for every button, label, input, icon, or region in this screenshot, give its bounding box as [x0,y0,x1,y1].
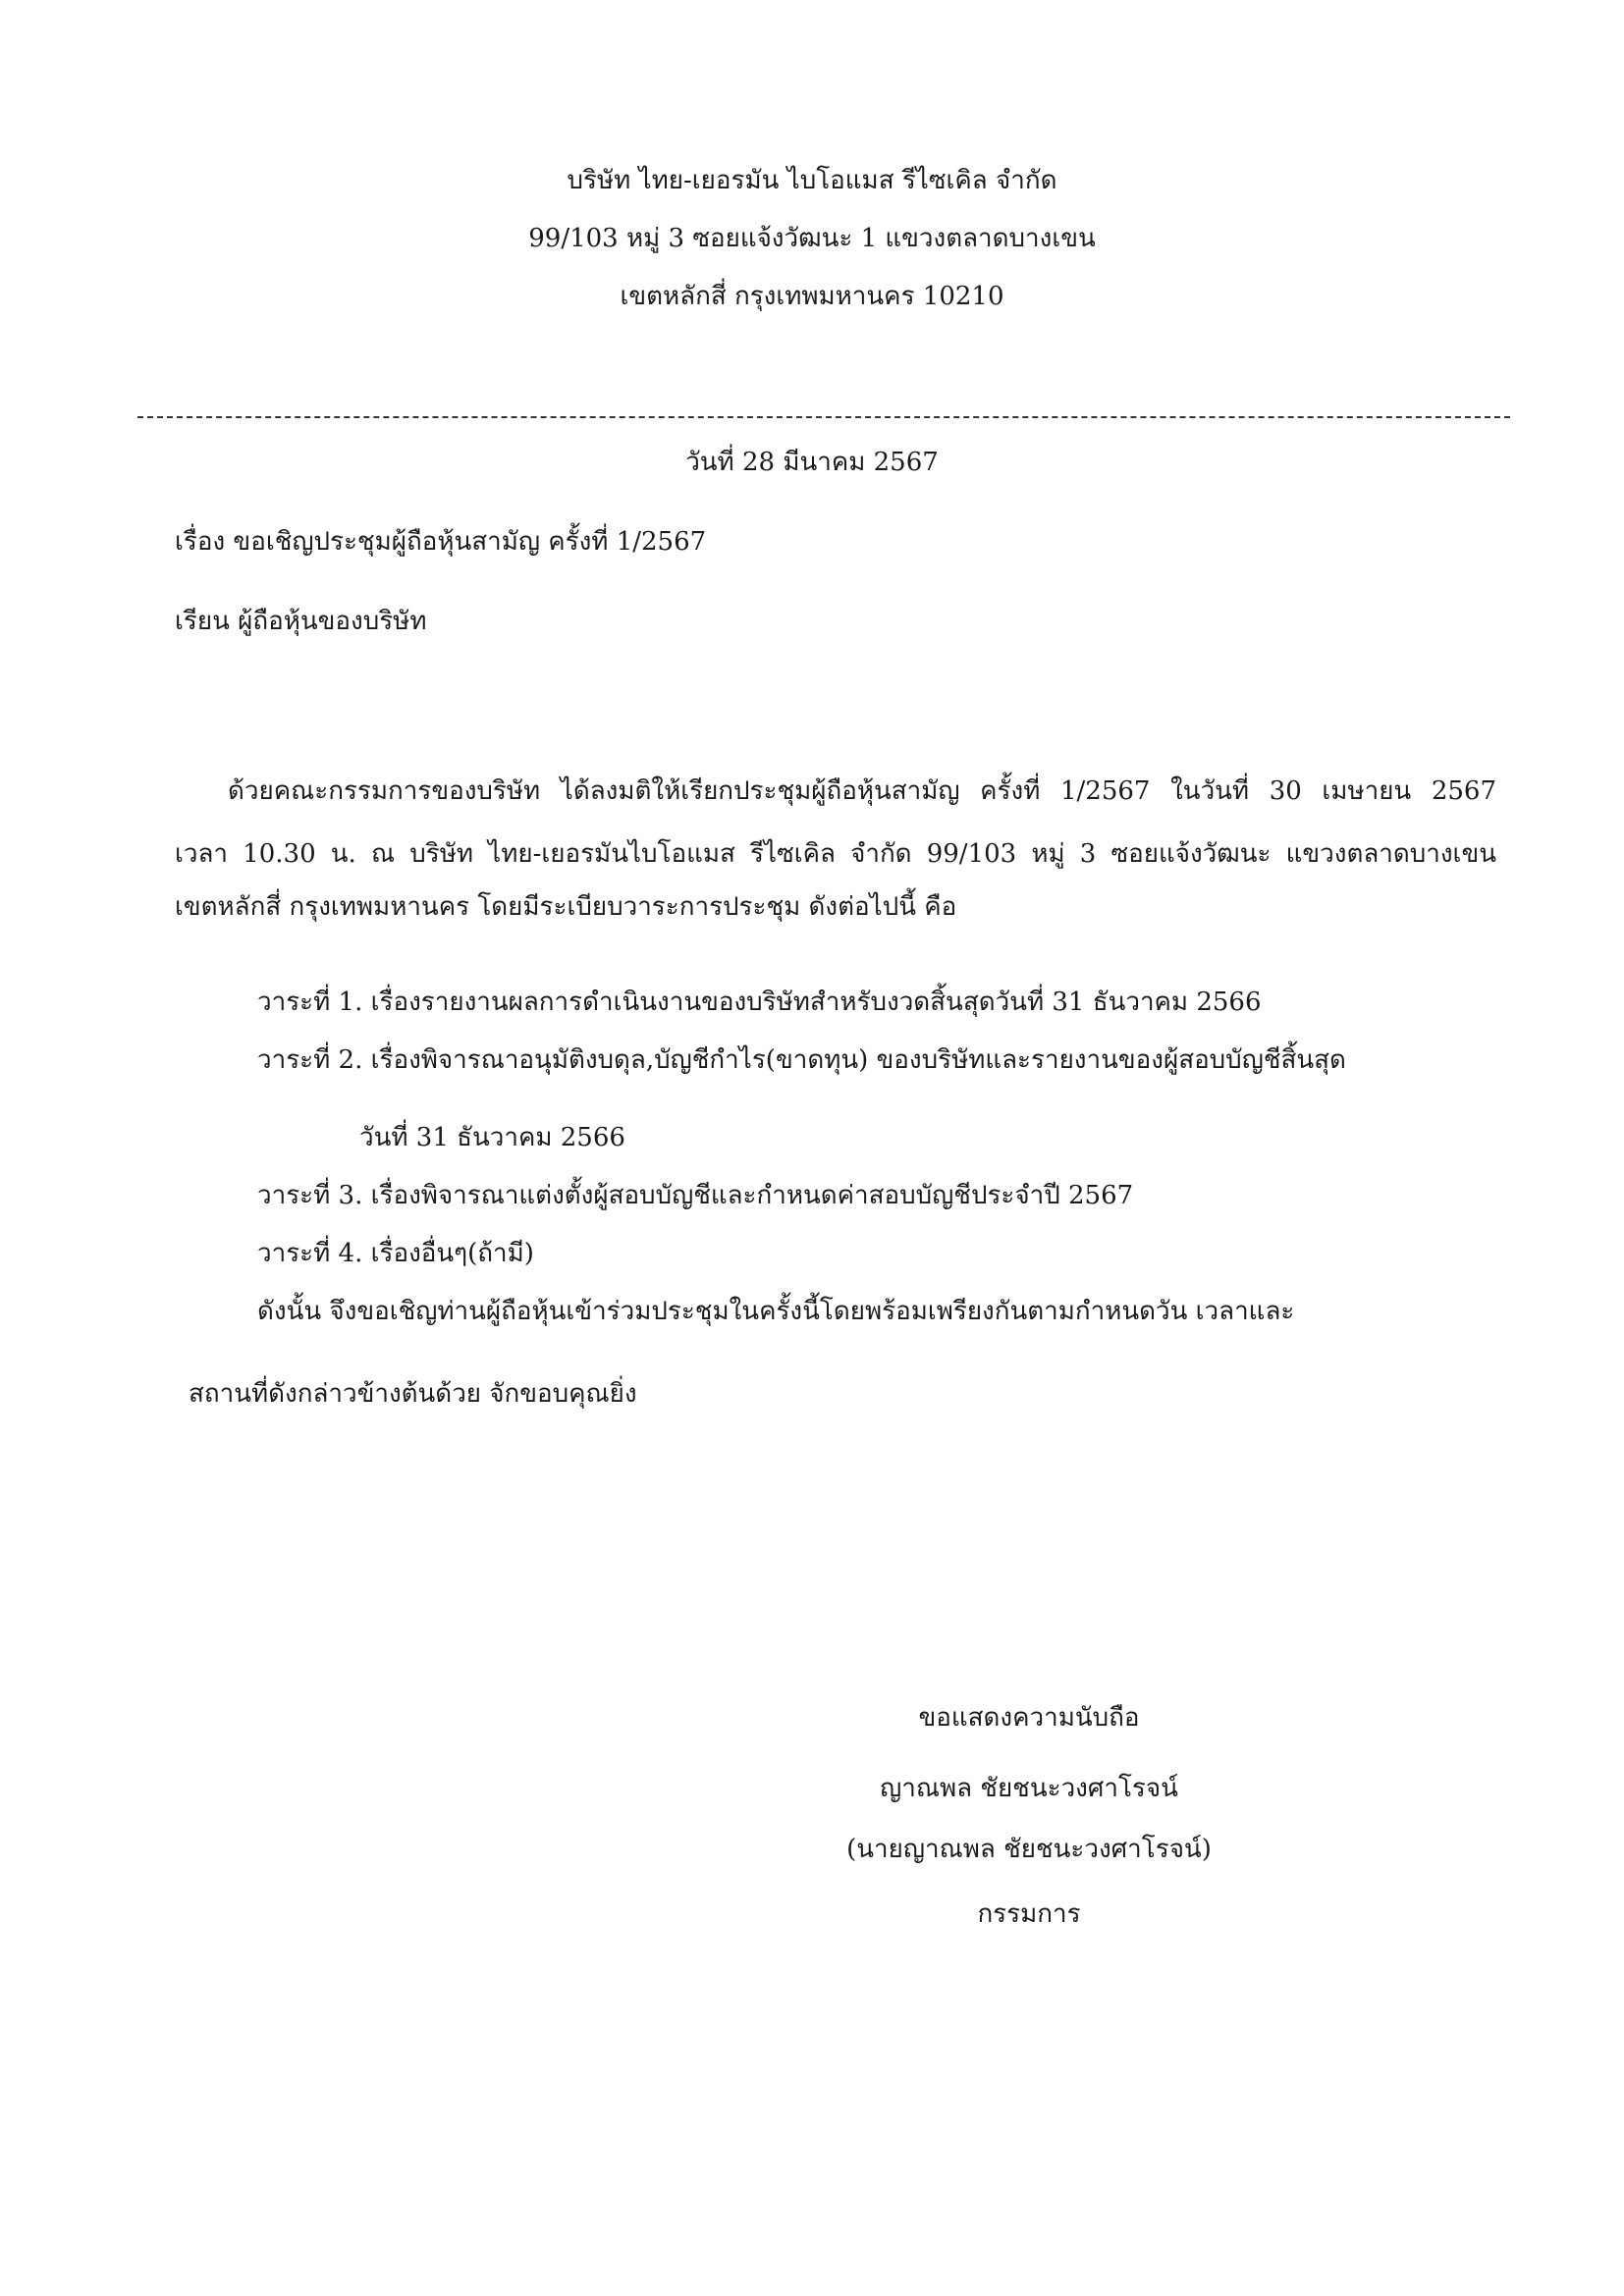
agenda-item-3: วาระที่ 3. เรื่องพิจารณาแต่งตั้งผู้สอบบัญชีและกำหนดค่าสอบบัญชีประจำปี 2567 [257,1181,1134,1210]
closing-line-2: สถานที่ดังกล่าวข้างต้นด้วย จักขอบคุณยิ่ง [189,1379,637,1409]
signature-salutation: ขอแสดงความนับถือ [918,1703,1140,1733]
agenda-item-4: วาระที่ 4. เรื่องอื่นๆ(ถ้ามี) [257,1239,534,1268]
intro-line-1: ด้วยคณะกรรมการของบริษัท ได้ลงมติให้เรียกประชุมผู้ถือหุ้นสามัญ ครั้งที่ 1/2567 ในวันที่ 30 เมษายน 2567 [228,776,1496,806]
signature-position: กรรมการ [977,1899,1081,1929]
intro-line-3: เขตหลักสี่ กรุงเทพมหานคร โดยมีระเบียบวาระการประชุม ดังต่อไปนี้ คือ [175,892,957,922]
letter-recipient: เรียน ผู้ถือหุ้นของบริษัท [175,607,427,636]
company-name: บริษัท ไทย-เยอรมัน ไบโอแมส รีไซเคิล จำกัด [567,166,1057,195]
signature-name: ญาณพล ชัยชนะวงศาโรจน์ [880,1774,1178,1803]
company-address-line2: เขตหลักสี่ กรุงเทพมหานคร 10210 [620,282,1004,311]
header-divider [137,416,1510,418]
agenda-item-2-line-2: วันที่ 31 ธันวาคม 2566 [359,1123,625,1152]
company-address-line1: 99/103 หมู่ 3 ซอยแจ้งวัฒนะ 1 แขวงตลาดบางเขน [528,224,1096,253]
agenda-item-2-line-1: วาระที่ 2. เรื่องพิจารณาอนุมัติงบดุล,บัญชีกำไร(ขาดทุน) ของบริษัทและรายงานของผู้สอบบัญชีสิ้นสุด [257,1045,1346,1075]
intro-line-2: เวลา 10.30 น. ณ บริษัท ไทย-เยอรมันไบโอแมส รีไซเคิล จำกัด 99/103 หมู่ 3 ซอยแจ้งวัฒนะ แขวงตลาดบางเขน [175,839,1496,869]
signature-full-name: (นายญาณพล ชัยชนะวงศาโรจน์) [846,1835,1212,1864]
letter-date: วันที่ 28 มีนาคม 2567 [685,448,939,477]
agenda-item-1: วาระที่ 1. เรื่องรายงานผลการดำเนินงานของบริษัทสำหรับงวดสิ้นสุดวันที่ 31 ธันวาคม 2566 [257,988,1262,1017]
letter-subject: เรื่อง ขอเชิญประชุมผู้ถือหุ้นสามัญ ครั้งที่ 1/2567 [175,527,707,557]
closing-line-1: ดังนั้น จึงขอเชิญท่านผู้ถือหุ้นเข้าร่วมประชุมในครั้งนี้โดยพร้อมเพรียงกันตามกำหนดวัน เวลาและ [257,1297,1295,1326]
